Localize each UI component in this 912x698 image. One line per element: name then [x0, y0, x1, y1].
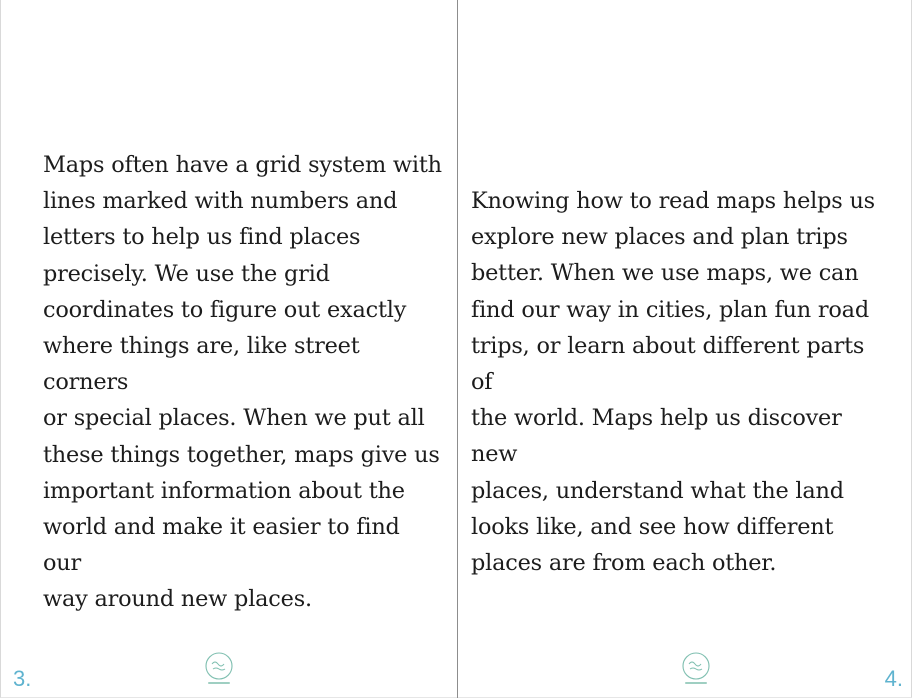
- left-page: [1, 0, 457, 698]
- right-page-number: 4.: [884, 666, 903, 691]
- teach-big-logo-icon: [199, 649, 239, 689]
- right-page-body-text: Knowing how to read maps helps us explore new places and plan trips better. When we use maps, we can find our way in cities, plan fun road trips, or learn about different parts of the world. Maps help us discover new places, understand what the land looks like, and see how different places are from each other.: [471, 188, 875, 577]
- left-page-number: 3.: [13, 666, 32, 691]
- left-page-body-text: Maps often have a grid system with lines marked with numbers and letters to help us find places precisely. We use the grid coordinates to figure out exactly where things are, like street corners or special places. When we put all these things together, maps give us important information about the world and make it easier to find our way around new places.: [43, 152, 442, 613]
- right-logo-graphic: [676, 649, 716, 689]
- left-logo-graphic: [199, 649, 239, 689]
- teach-big-logo-icon: [676, 649, 716, 689]
- right-page: [458, 0, 912, 698]
